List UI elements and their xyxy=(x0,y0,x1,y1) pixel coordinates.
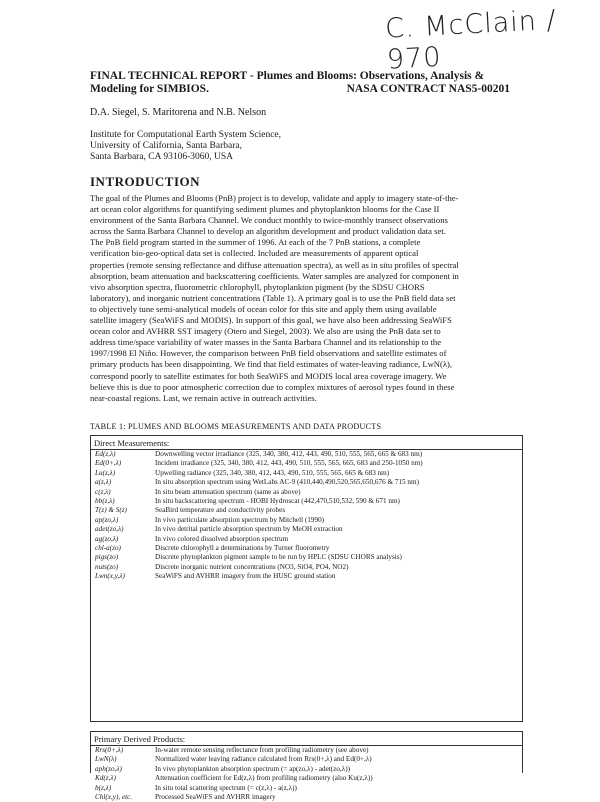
symbol-cell: Chl(x,y), etc. xyxy=(95,792,133,801)
table-row xyxy=(91,516,522,525)
title-program: Modeling for SIMBIOS. xyxy=(90,83,209,95)
symbol-cell: bb(z,λ) xyxy=(95,496,115,505)
contract-number: NASA CONTRACT NAS5-00201 xyxy=(346,83,510,95)
affiliation-line: University of California, Santa Barbara, xyxy=(90,141,242,151)
paragraph-line: verification bio-geo-optical data set is collected. Included are measurements of apparent optical xyxy=(90,248,419,259)
symbol-cell: LwN(λ) xyxy=(95,755,117,764)
symbol-cell: adet(zo,λ) xyxy=(95,525,124,534)
table-row xyxy=(91,774,522,783)
description-cell: In vivo colored dissolved absorption spectrum xyxy=(155,534,289,543)
symbol-cell: pigs(zo) xyxy=(95,553,119,562)
intro-paragraph xyxy=(90,193,520,404)
paragraph-line: correspond poorly to satellite estimates for both SeaWiFS and MODIS local area coverage imagery. We xyxy=(90,370,447,381)
symbol-cell: aph(zo,λ) xyxy=(95,764,122,773)
description-cell: In vivo phytoplankton absorption spectrum (= ap(zo,λ) - adet(zo,λ)) xyxy=(155,764,351,773)
table-row xyxy=(91,478,522,487)
description-cell: In vivo particulate absorption spectrum by Mitchell (1990) xyxy=(155,515,325,524)
table-row xyxy=(91,746,522,755)
paragraph-line: to objectively tune semi-analytical models of ocean color for this site and apply them using available xyxy=(90,303,437,314)
table-row xyxy=(91,535,522,544)
table-row xyxy=(91,525,522,534)
symbol-cell: c(z,λ) xyxy=(95,487,111,496)
description-cell: SeaWiFS and AVHRR imagery from the HUSC ground station xyxy=(155,572,336,581)
table-row xyxy=(91,497,522,506)
paragraph-line: vivo absorption spectra, fluorometric chlorophyll, phytoplankton pigment (by the SDSU CHORS xyxy=(90,281,425,292)
symbol-cell: Rrs(0+,λ) xyxy=(95,746,124,754)
symbol-cell: T(z) & S(z) xyxy=(95,506,127,515)
symbol-cell: Ed(z,λ) xyxy=(95,450,116,458)
table-row xyxy=(91,572,522,581)
description-cell: SeaBird temperature and conductivity probes xyxy=(155,506,286,515)
affiliation xyxy=(90,130,281,163)
description-cell: In-water remote sensing reflectance from profiling radiometry (see above) xyxy=(155,746,369,754)
title-line-1: FINAL TECHNICAL REPORT - Plumes and Blooms: Observations, Analysis & xyxy=(90,70,485,82)
table-row xyxy=(91,553,522,562)
paragraph-line: environment of the Santa Barbara Channel. We conduct monthly to twice-monthly transect observations xyxy=(90,215,448,226)
table-row xyxy=(91,544,522,553)
paragraph-line: near-coastal regions. Last, we remain active in outreach activities. xyxy=(90,392,317,403)
handwritten-annotation: C. McClain / 970 xyxy=(384,4,558,76)
description-cell: Downwelling vector irradiance (325, 340, 380, 412, 443, 490, 510, 555, 565, 665 & 683 nm) xyxy=(155,450,423,458)
description-cell: Incident irradiance (325, 340, 380, 412, 443, 490, 510, 555, 565, 665, 683 and 250-1050 nm) xyxy=(155,459,423,468)
derived-products-table xyxy=(90,731,523,801)
symbol-cell: chl-a(zo) xyxy=(95,543,121,552)
paragraph-line: across the Santa Barbara Channel to develop an algorithm development and product validation data set. xyxy=(90,226,446,237)
title-line-2 xyxy=(90,83,510,96)
table-section-header: Primary Derived Products: xyxy=(91,732,522,746)
description-cell: In situ backscattering spectrum - HOBI Hydroscat (442,470,510,532, 590 & 671 nm) xyxy=(155,496,400,505)
description-cell: In situ absorption spectrum using WetLabs AC-9 (410,440,490,520,565,650,676 & 715 nm) xyxy=(155,478,420,487)
symbol-cell: ap(zo,λ) xyxy=(95,515,119,524)
section-heading: INTRODUCTION xyxy=(90,174,201,189)
table-row xyxy=(91,459,522,468)
direct-measurements-table xyxy=(90,435,523,722)
description-cell: In situ total scattering spectrum (= c(z,λ) - a(z,λ)) xyxy=(155,783,297,792)
paragraph-line: art ocean color algorithms for quantifying sediment plumes and phytoplankton blooms for the Case II xyxy=(90,204,440,215)
table-row xyxy=(91,506,522,515)
table-row xyxy=(91,469,522,478)
symbol-cell: Lwn(x,y,λ) xyxy=(95,572,125,581)
table-row xyxy=(91,793,522,802)
description-cell: Discrete chlorophyll a determinations by Turner fluorometry xyxy=(155,543,330,552)
paragraph-line: address time/space variability of water masses in the Santa Barbara Channel and its relationship to the xyxy=(90,337,442,348)
description-cell: In vivo detrital particle absorption spectrum by MeOH extraction xyxy=(155,525,343,534)
description-cell: Discrete phytoplankton pigment sample to be run by HPLC (SDSU CHORS analysis) xyxy=(155,553,402,562)
symbol-cell: Lu(z,λ) xyxy=(95,468,116,477)
affiliation-line: Santa Barbara, CA 93106-3060, USA xyxy=(90,152,234,162)
table-row xyxy=(91,450,522,459)
table-row xyxy=(91,488,522,497)
authors: D.A. Siegel, S. Maritorena and N.B. Nelson xyxy=(90,107,267,118)
table-section-header: Direct Measurements: xyxy=(91,436,522,450)
table-row xyxy=(91,755,522,764)
paragraph-line: laboratory), and inorganic nutrient concentrations (Table 1). A primary goal is to use the PnB field data set xyxy=(90,292,456,303)
description-cell: Processed SeaWiFS and AVHRR imagery xyxy=(155,792,276,801)
table-row xyxy=(91,563,522,572)
symbol-cell: b(z,λ) xyxy=(95,783,112,792)
paragraph-line: 1997/1998 El Niño. However, the comparison between PnB field observations and satellite estimates of xyxy=(90,348,447,359)
affiliation-line: Institute for Computational Earth System Science, xyxy=(90,130,282,140)
paragraph-line: The goal of the Plumes and Blooms (PnB) project is to develop, validate and apply to imagery state-of-the- xyxy=(90,193,459,203)
description-cell: Discrete inorganic nutrient concentrations (NO3, SiO4, PO4, NO2) xyxy=(155,562,349,571)
symbol-cell: Ed(0+,λ) xyxy=(95,459,122,468)
paragraph-line: The PnB field program started in the summer of 1996. At each of the 7 PnB stations, a complete xyxy=(90,237,421,248)
symbol-cell: a(z,λ) xyxy=(95,478,112,487)
table-row xyxy=(91,784,522,793)
symbol-cell: nuts(zo) xyxy=(95,562,119,571)
description-cell: Upwelling radiance (325, 340, 380, 412, 443, 490, 510, 555, 565, 665 & 683 nm) xyxy=(155,468,390,477)
symbol-cell: Kd(z,λ) xyxy=(95,774,116,783)
paragraph-line: absorption, beam attenuation and backscattering coefficients. Water samples are analyzed for component in xyxy=(90,270,459,281)
paragraph-line: properties (remote sensing reflectance and diffuse attenuation spectra), as well as in situ profiles of spectral xyxy=(90,259,459,270)
table-caption: TABLE 1: PLUMES AND BLOOMS MEASUREMENTS AND DATA PRODUCTS xyxy=(90,422,382,431)
paragraph-line: ocean color and AVHRR SST imagery (Otero and Siegel, 2003). We also are using the PnB data set to xyxy=(90,326,441,337)
report-title xyxy=(90,70,530,96)
paragraph-line: satellite imagery (SeaWiFS and MODIS). In support of this goal, we have also been addressing SeaWiFS xyxy=(90,315,452,326)
description-cell: In situ beam attenuation spectrum (same as above) xyxy=(155,487,301,496)
symbol-cell: ag(zo,λ) xyxy=(95,534,119,543)
paragraph-line: primary products has been disappointing. We find that field estimates of water-leaving radiance, LwN(λ), xyxy=(90,359,453,370)
description-cell: Attenuation coefficient for Ed(z,λ) from profiling radiometry (also Ku(z,λ)) xyxy=(155,774,373,783)
paragraph-line: believe this is due to poor atmospheric correction due to complex mixtures of aerosol types found in these xyxy=(90,381,455,392)
description-cell: Normalized water leaving radiance calculated from Rrs(0+,λ) and Ed(0+,λ) xyxy=(155,755,372,764)
table-row xyxy=(91,765,522,774)
